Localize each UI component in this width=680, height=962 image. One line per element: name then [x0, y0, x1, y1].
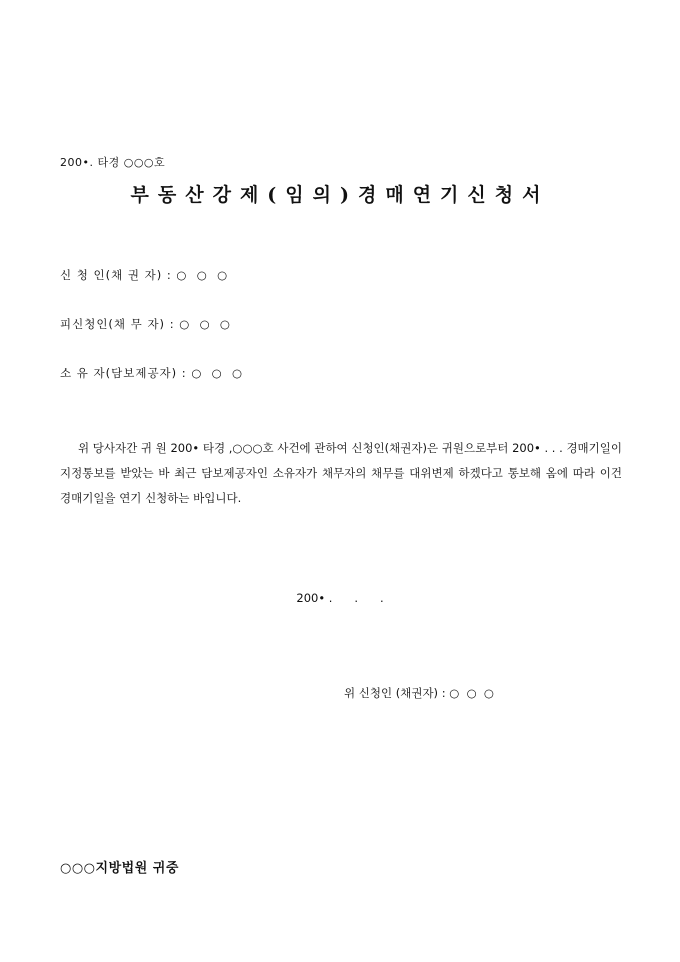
signature-line: 위 신청인 (채권자) : ○ ○ ○ [344, 686, 494, 700]
filing-date: 200• . . . [296, 591, 384, 605]
body-paragraph: 위 당사자간 귀 원 200• 타경 ,○○○호 사건에 관하여 신청인(채권자)은 귀원으로부터 200• . . . 경매기일이 지정통보를 받았는 바 최근 담보제공자인 소유자가 채무자의 채무를 대위변제 하겠다고 통보해 옴에 따라 이건 경매기일을 연기 신청하는 바입니다. [60, 441, 622, 505]
case-number: 200•. 타경 ○○○호 [60, 156, 166, 169]
owner-line: 소 유 자(담보제공자) : ○ ○ ○ [60, 366, 244, 380]
court-addressee: ○○○지방법원 귀중 [60, 861, 179, 876]
respondent-line: 피신청인(채 무 자) : ○ ○ ○ [60, 317, 231, 331]
applicant-line: 신 청 인(채 권 자) : ○ ○ ○ [60, 268, 229, 282]
document-title: 부동산강제(임의)경매연기신청서 [130, 184, 550, 206]
